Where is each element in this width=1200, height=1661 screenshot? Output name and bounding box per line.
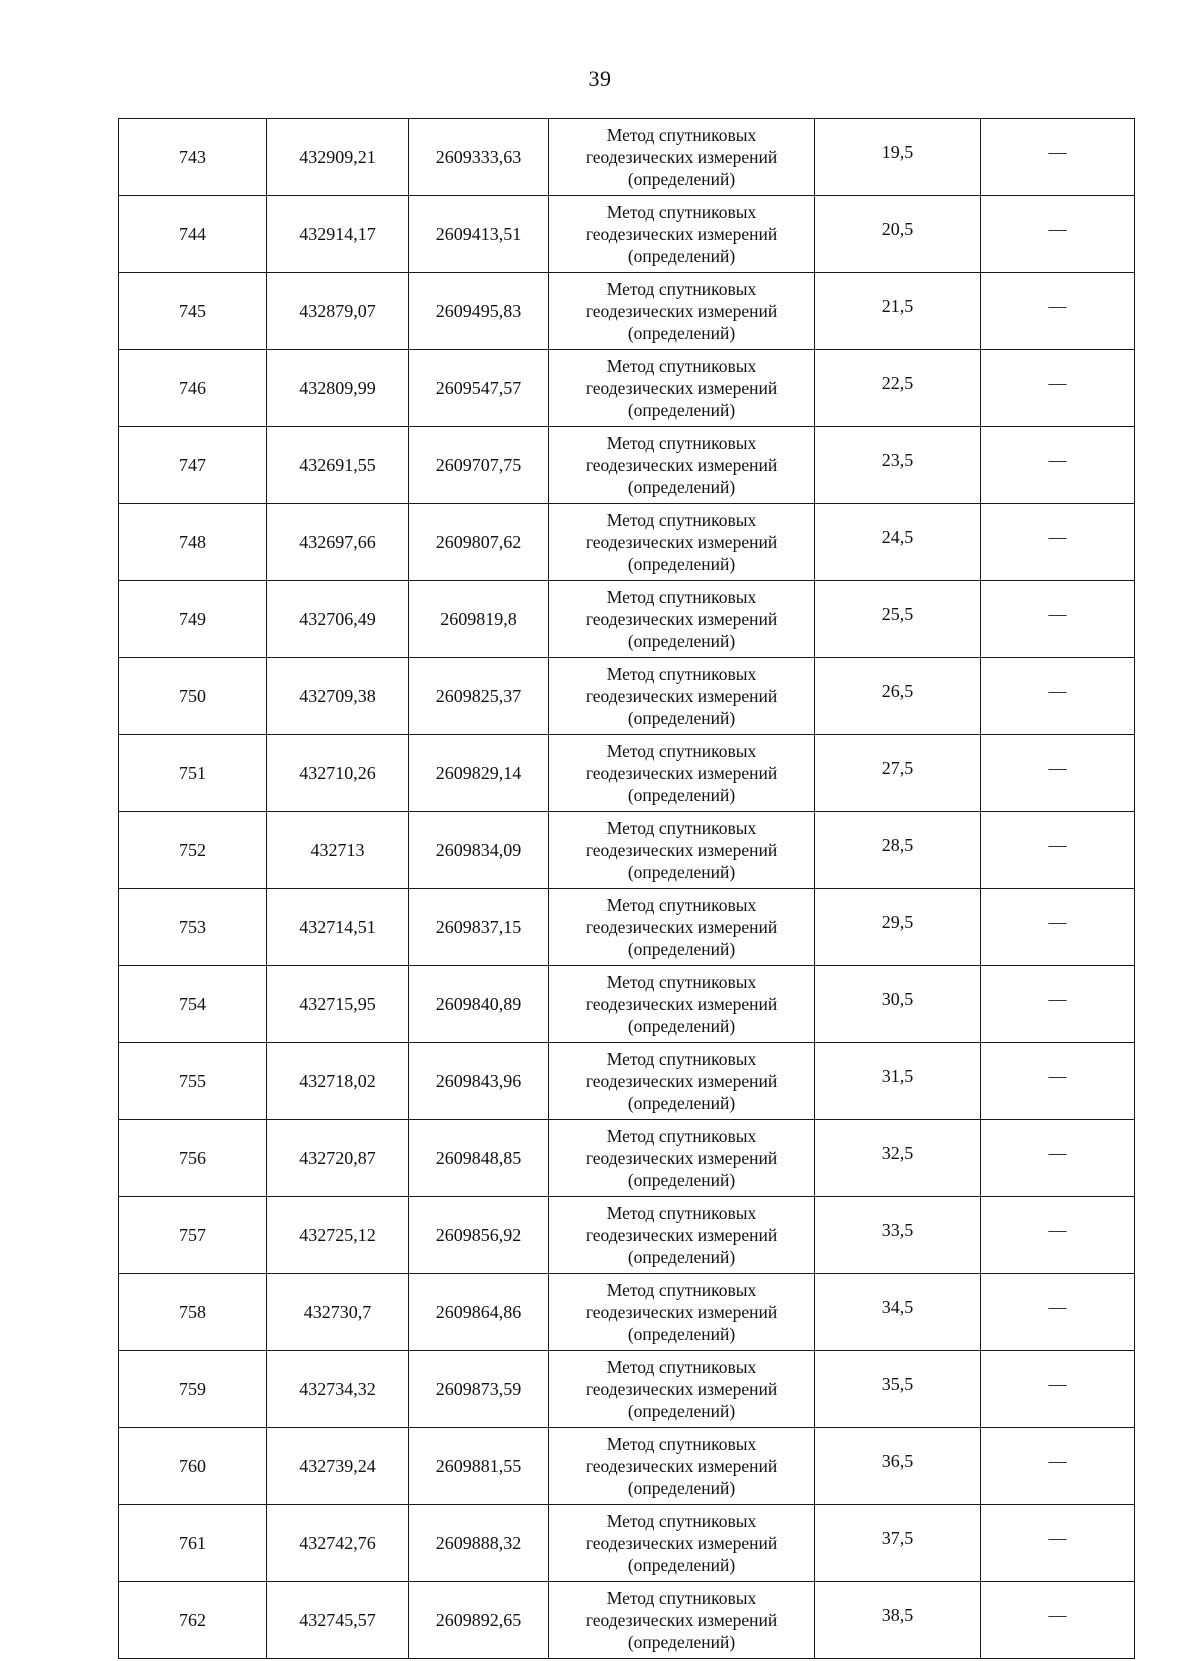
method-line: (определений) bbox=[627, 785, 736, 805]
point-number-cell: 743 bbox=[119, 119, 267, 196]
method-line: (определений) bbox=[627, 1170, 736, 1190]
x-coordinate-cell: 432730,7 bbox=[267, 1274, 409, 1351]
x-coordinate-cell: 432718,02 bbox=[267, 1043, 409, 1120]
point-number-cell: 761 bbox=[119, 1505, 267, 1582]
method-line: геодезических измерений bbox=[585, 1071, 778, 1091]
x-coordinate-cell: 432725,12 bbox=[267, 1197, 409, 1274]
y-coordinate-cell: 2609864,86 bbox=[409, 1274, 549, 1351]
method-cell bbox=[549, 1043, 815, 1120]
table-row bbox=[119, 581, 1135, 658]
note-cell: — bbox=[981, 1428, 1135, 1505]
method-line: Метод спутниковых bbox=[606, 587, 757, 607]
point-number-cell: 751 bbox=[119, 735, 267, 812]
table-row bbox=[119, 1120, 1135, 1197]
y-coordinate-cell: 2609873,59 bbox=[409, 1351, 549, 1428]
method-cell bbox=[549, 504, 815, 581]
table-row bbox=[119, 196, 1135, 273]
method-cell bbox=[549, 658, 815, 735]
x-coordinate-cell: 432714,51 bbox=[267, 889, 409, 966]
accuracy-cell: 32,5 bbox=[815, 1120, 981, 1197]
accuracy-cell: 33,5 bbox=[815, 1197, 981, 1274]
note-cell: — bbox=[981, 119, 1135, 196]
note-cell: — bbox=[981, 658, 1135, 735]
x-coordinate-cell: 432715,95 bbox=[267, 966, 409, 1043]
method-cell bbox=[549, 1351, 815, 1428]
method-line: геодезических измерений bbox=[585, 147, 778, 167]
method-line: (определений) bbox=[627, 554, 736, 574]
table-row bbox=[119, 735, 1135, 812]
method-line: (определений) bbox=[627, 1401, 736, 1421]
x-coordinate-cell: 432879,07 bbox=[267, 273, 409, 350]
y-coordinate-cell: 2609807,62 bbox=[409, 504, 549, 581]
accuracy-cell: 21,5 bbox=[815, 273, 981, 350]
method-line: Метод спутниковых bbox=[606, 1280, 757, 1300]
method-line: Метод спутниковых bbox=[606, 818, 757, 838]
method-line: (определений) bbox=[627, 1478, 736, 1498]
accuracy-cell: 25,5 bbox=[815, 581, 981, 658]
accuracy-cell: 36,5 bbox=[815, 1428, 981, 1505]
y-coordinate-cell: 2609819,8 bbox=[409, 581, 549, 658]
note-cell: — bbox=[981, 1351, 1135, 1428]
method-line: геодезических измерений bbox=[585, 224, 778, 244]
method-line: Метод спутниковых bbox=[606, 1203, 757, 1223]
method-line: (определений) bbox=[627, 1632, 736, 1652]
table-row bbox=[119, 350, 1135, 427]
y-coordinate-cell: 2609495,83 bbox=[409, 273, 549, 350]
method-line: геодезических измерений bbox=[585, 455, 778, 475]
y-coordinate-cell: 2609825,37 bbox=[409, 658, 549, 735]
point-number-cell: 755 bbox=[119, 1043, 267, 1120]
table-row bbox=[119, 1505, 1135, 1582]
method-line: геодезических измерений bbox=[585, 994, 778, 1014]
accuracy-cell: 37,5 bbox=[815, 1505, 981, 1582]
method-cell bbox=[549, 812, 815, 889]
method-line: геодезических измерений bbox=[585, 1225, 778, 1245]
note-cell: — bbox=[981, 581, 1135, 658]
point-number-cell: 752 bbox=[119, 812, 267, 889]
x-coordinate-cell: 432742,76 bbox=[267, 1505, 409, 1582]
method-line: Метод спутниковых bbox=[606, 1126, 757, 1146]
point-number-cell: 756 bbox=[119, 1120, 267, 1197]
y-coordinate-cell: 2609881,55 bbox=[409, 1428, 549, 1505]
method-line: (определений) bbox=[627, 1247, 736, 1267]
y-coordinate-cell: 2609856,92 bbox=[409, 1197, 549, 1274]
method-line: геодезических измерений bbox=[585, 1610, 778, 1630]
method-line: (определений) bbox=[627, 323, 736, 343]
note-cell: — bbox=[981, 427, 1135, 504]
y-coordinate-cell: 2609892,65 bbox=[409, 1582, 549, 1659]
note-cell: — bbox=[981, 504, 1135, 581]
accuracy-cell: 26,5 bbox=[815, 658, 981, 735]
method-line: Метод спутниковых bbox=[606, 433, 757, 453]
page-number: 39 bbox=[588, 66, 612, 91]
table-row bbox=[119, 504, 1135, 581]
method-line: геодезических измерений bbox=[585, 917, 778, 937]
x-coordinate-cell: 432914,17 bbox=[267, 196, 409, 273]
method-line: (определений) bbox=[627, 169, 736, 189]
method-line: геодезических измерений bbox=[585, 1379, 778, 1399]
method-line: Метод спутниковых bbox=[606, 1434, 757, 1454]
y-coordinate-cell: 2609837,15 bbox=[409, 889, 549, 966]
method-cell bbox=[549, 273, 815, 350]
note-cell: — bbox=[981, 1043, 1135, 1120]
method-line: (определений) bbox=[627, 400, 736, 420]
method-line: геодезических измерений bbox=[585, 301, 778, 321]
method-line: (определений) bbox=[627, 708, 736, 728]
note-cell: — bbox=[981, 1197, 1135, 1274]
method-line: Метод спутниковых bbox=[606, 741, 757, 761]
method-line: Метод спутниковых bbox=[606, 1511, 757, 1531]
table-row bbox=[119, 1582, 1135, 1659]
accuracy-cell: 19,5 bbox=[815, 119, 981, 196]
note-cell: — bbox=[981, 812, 1135, 889]
table-row bbox=[119, 658, 1135, 735]
point-number-cell: 759 bbox=[119, 1351, 267, 1428]
y-coordinate-cell: 2609843,96 bbox=[409, 1043, 549, 1120]
method-cell bbox=[549, 1274, 815, 1351]
method-line: (определений) bbox=[627, 1016, 736, 1036]
method-line: Метод спутниковых bbox=[606, 1049, 757, 1069]
table-row bbox=[119, 427, 1135, 504]
x-coordinate-cell: 432745,57 bbox=[267, 1582, 409, 1659]
accuracy-cell: 30,5 bbox=[815, 966, 981, 1043]
note-cell: — bbox=[981, 1120, 1135, 1197]
accuracy-cell: 35,5 bbox=[815, 1351, 981, 1428]
note-cell: — bbox=[981, 966, 1135, 1043]
method-line: (определений) bbox=[627, 631, 736, 651]
point-number-cell: 757 bbox=[119, 1197, 267, 1274]
method-cell bbox=[549, 1428, 815, 1505]
method-line: Метод спутниковых bbox=[606, 1588, 757, 1608]
method-line: (определений) bbox=[627, 477, 736, 497]
table-row bbox=[119, 889, 1135, 966]
method-line: (определений) bbox=[627, 1093, 736, 1113]
accuracy-cell: 23,5 bbox=[815, 427, 981, 504]
method-cell bbox=[549, 889, 815, 966]
accuracy-cell: 34,5 bbox=[815, 1274, 981, 1351]
point-number-cell: 747 bbox=[119, 427, 267, 504]
note-cell: — bbox=[981, 1274, 1135, 1351]
method-cell bbox=[549, 1582, 815, 1659]
method-line: (определений) bbox=[627, 246, 736, 266]
accuracy-cell: 31,5 bbox=[815, 1043, 981, 1120]
accuracy-cell: 29,5 bbox=[815, 889, 981, 966]
point-number-cell: 758 bbox=[119, 1274, 267, 1351]
table-row bbox=[119, 273, 1135, 350]
table-row bbox=[119, 1043, 1135, 1120]
method-line: (определений) bbox=[627, 1555, 736, 1575]
note-cell: — bbox=[981, 196, 1135, 273]
method-cell bbox=[549, 735, 815, 812]
point-number-cell: 750 bbox=[119, 658, 267, 735]
note-cell: — bbox=[981, 273, 1135, 350]
method-cell bbox=[549, 427, 815, 504]
x-coordinate-cell: 432734,32 bbox=[267, 1351, 409, 1428]
method-line: Метод спутниковых bbox=[606, 1357, 757, 1377]
y-coordinate-cell: 2609547,57 bbox=[409, 350, 549, 427]
method-cell bbox=[549, 196, 815, 273]
table-row bbox=[119, 1428, 1135, 1505]
table-body bbox=[119, 119, 1135, 1659]
accuracy-cell: 20,5 bbox=[815, 196, 981, 273]
x-coordinate-cell: 432697,66 bbox=[267, 504, 409, 581]
note-cell: — bbox=[981, 1505, 1135, 1582]
method-line: Метод спутниковых bbox=[606, 279, 757, 299]
y-coordinate-cell: 2609829,14 bbox=[409, 735, 549, 812]
method-line: геодезических измерений bbox=[585, 1148, 778, 1168]
point-number-cell: 754 bbox=[119, 966, 267, 1043]
coordinates-table bbox=[118, 118, 1135, 1659]
x-coordinate-cell: 432709,38 bbox=[267, 658, 409, 735]
point-number-cell: 745 bbox=[119, 273, 267, 350]
method-line: геодезических измерений bbox=[585, 1456, 778, 1476]
y-coordinate-cell: 2609834,09 bbox=[409, 812, 549, 889]
method-line: Метод спутниковых bbox=[606, 125, 757, 145]
table-row bbox=[119, 812, 1135, 889]
method-line: Метод спутниковых bbox=[606, 972, 757, 992]
method-line: (определений) bbox=[627, 939, 736, 959]
note-cell: — bbox=[981, 889, 1135, 966]
method-line: геодезических измерений bbox=[585, 378, 778, 398]
method-line: геодезических измерений bbox=[585, 609, 778, 629]
x-coordinate-cell: 432691,55 bbox=[267, 427, 409, 504]
accuracy-cell: 24,5 bbox=[815, 504, 981, 581]
method-cell bbox=[549, 1505, 815, 1582]
table-row bbox=[119, 1197, 1135, 1274]
method-cell bbox=[549, 350, 815, 427]
accuracy-cell: 28,5 bbox=[815, 812, 981, 889]
y-coordinate-cell: 2609707,75 bbox=[409, 427, 549, 504]
method-line: геодезических измерений bbox=[585, 686, 778, 706]
method-cell bbox=[549, 1120, 815, 1197]
table-row bbox=[119, 119, 1135, 196]
table-row bbox=[119, 966, 1135, 1043]
table-row bbox=[119, 1274, 1135, 1351]
method-line: геодезических измерений bbox=[585, 763, 778, 783]
method-cell bbox=[549, 1197, 815, 1274]
accuracy-cell: 38,5 bbox=[815, 1582, 981, 1659]
method-line: геодезических измерений bbox=[585, 840, 778, 860]
method-line: геодезических измерений bbox=[585, 1533, 778, 1553]
method-cell bbox=[549, 966, 815, 1043]
point-number-cell: 744 bbox=[119, 196, 267, 273]
y-coordinate-cell: 2609848,85 bbox=[409, 1120, 549, 1197]
point-number-cell: 760 bbox=[119, 1428, 267, 1505]
y-coordinate-cell: 2609888,32 bbox=[409, 1505, 549, 1582]
method-line: Метод спутниковых bbox=[606, 510, 757, 530]
x-coordinate-cell: 432706,49 bbox=[267, 581, 409, 658]
x-coordinate-cell: 432909,21 bbox=[267, 119, 409, 196]
note-cell: — bbox=[981, 350, 1135, 427]
point-number-cell: 749 bbox=[119, 581, 267, 658]
method-line: (определений) bbox=[627, 1324, 736, 1344]
note-cell: — bbox=[981, 1582, 1135, 1659]
point-number-cell: 746 bbox=[119, 350, 267, 427]
method-cell bbox=[549, 581, 815, 658]
method-line: (определений) bbox=[627, 862, 736, 882]
method-line: геодезических измерений bbox=[585, 1302, 778, 1322]
point-number-cell: 762 bbox=[119, 1582, 267, 1659]
table-row bbox=[119, 1351, 1135, 1428]
point-number-cell: 753 bbox=[119, 889, 267, 966]
method-line: Метод спутниковых bbox=[606, 202, 757, 222]
x-coordinate-cell: 432739,24 bbox=[267, 1428, 409, 1505]
method-cell bbox=[549, 119, 815, 196]
y-coordinate-cell: 2609413,51 bbox=[409, 196, 549, 273]
y-coordinate-cell: 2609840,89 bbox=[409, 966, 549, 1043]
method-line: Метод спутниковых bbox=[606, 356, 757, 376]
x-coordinate-cell: 432713 bbox=[267, 812, 409, 889]
y-coordinate-cell: 2609333,63 bbox=[409, 119, 549, 196]
accuracy-cell: 22,5 bbox=[815, 350, 981, 427]
method-line: геодезических измерений bbox=[585, 532, 778, 552]
note-cell: — bbox=[981, 735, 1135, 812]
x-coordinate-cell: 432710,26 bbox=[267, 735, 409, 812]
method-line: Метод спутниковых bbox=[606, 895, 757, 915]
x-coordinate-cell: 432809,99 bbox=[267, 350, 409, 427]
point-number-cell: 748 bbox=[119, 504, 267, 581]
x-coordinate-cell: 432720,87 bbox=[267, 1120, 409, 1197]
method-line: Метод спутниковых bbox=[606, 664, 757, 684]
accuracy-cell: 27,5 bbox=[815, 735, 981, 812]
